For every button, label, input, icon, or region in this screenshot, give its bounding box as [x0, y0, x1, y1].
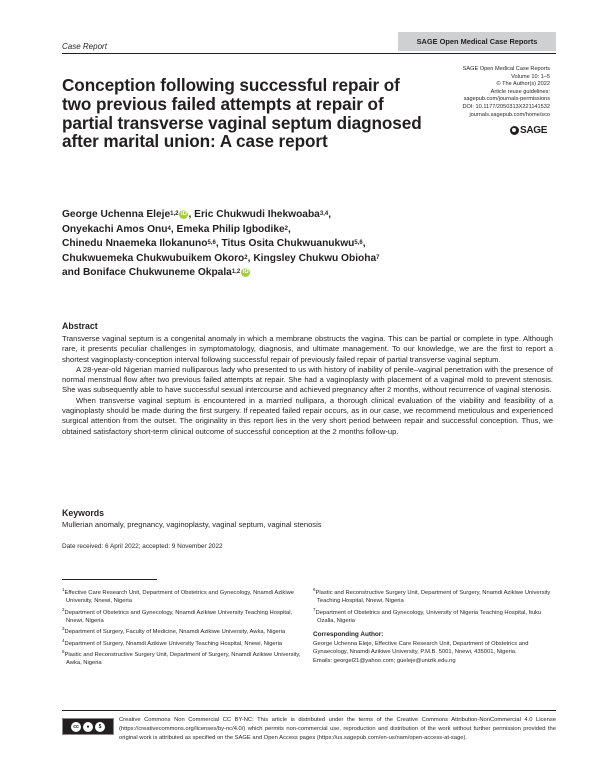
abstract-paragraph: When transverse vaginal septum is encountered in a married nullipara, a thorough clinical evaluation of the viability and feasibility of a vaginoplasty should be made during the first surgery. If repeated failed repair occurs, as in our case, we recommend meticulous and experienced surgical attention from the outset. The originality in this report lies in the very short period between repair and successful conception. Thus, we obtained satisfactory short-term clinical outcome of successful conception at the 2 months follow-up. [62, 395, 553, 436]
article-dates: Date received: 6 April 2022; accepted: 9 November 2022 [62, 543, 223, 550]
author-affiliation-number: 2 [244, 254, 248, 261]
affiliation-text: Department of Obstetrics and Gynecology, University of Nigeria Teaching Hospital, Ituku Ozalla, Nigeria [315, 609, 542, 625]
affiliation-item [313, 586, 553, 606]
affiliation-text: Department of Surgery, Faculty of Medicine, Nnamdi Azikiwe University, Awka, Nigeria [64, 629, 286, 636]
affiliation-text: Plastic and Reconstructive Surgery Unit, Department of Surgery, Nnamdi Azikiwe University, Awka, Nigeria [64, 652, 301, 667]
affiliation-number: 1 [62, 587, 65, 592]
author-affiliation-number: 5,6 [207, 240, 216, 246]
author-name: Titus Osita Chukwuanukwu$^{5,6}$, [221, 238, 366, 249]
meta-doi[interactable]: DOI: 10.1177/2050313X221141532 [462, 103, 550, 110]
author-name: Eric Chukwudi Ihekwoaba$^{3,4}$, [194, 209, 332, 220]
author-name: Kingsley Chukwu Obioha$^7$ [253, 252, 380, 264]
meta-volume: Volume 10: 1–5 [511, 73, 550, 80]
affiliation-number: 7 [313, 606, 316, 612]
affiliation-item [62, 606, 302, 626]
article-meta [430, 66, 550, 119]
nc-icon: $ [95, 722, 105, 732]
affiliation-item [62, 648, 302, 668]
affiliation-item [313, 606, 553, 626]
author-affiliation-number: 5,6 [354, 240, 363, 246]
author-list [62, 208, 482, 281]
orcid-icon[interactable]: iD [242, 268, 249, 275]
header-rule [62, 53, 556, 54]
by-icon: ● [83, 722, 93, 732]
abstract-body [62, 334, 553, 437]
author-name: and Boniface Chukwuneme Okpala$^{1,2}$ iD [62, 267, 249, 278]
author-name: George Uchenna Eleje$^{1,2}$ iD , [62, 209, 192, 220]
orcid-icon[interactable]: iD [180, 210, 187, 217]
author-affiliation-number: 4 [167, 225, 171, 232]
footnote-rule [62, 579, 157, 580]
author-name: Chinedu Nnaemeka Ilokanuno$^{5,6}$, [62, 238, 219, 249]
author-affiliation-number: 1,2 [231, 269, 241, 275]
author-name: Emeka Philip Igbodike$^2$, [176, 223, 291, 235]
author-name: Onyekachi Amos Onu$^4$, [62, 223, 174, 235]
author-name: Chukwuemeka Chukwubuikem Okoro$^2$, [62, 252, 251, 264]
corresponding-author-address: George Uchenna Eleje, Effective Care Research Unit, Department of Obstetrics and Gynaecology, Nnamdi Azikiwe University, P.M.B. 5001, Nnewi, 435001, Nigeria. [313, 640, 529, 656]
cc-icon: cc [71, 722, 81, 732]
cc-by-nc-badge[interactable] [62, 718, 114, 735]
abstract-heading: Abstract [62, 321, 98, 331]
affiliation-item [62, 586, 302, 606]
abstract-paragraph: Transverse vaginal septum is a congenital anomaly in which a membrane obstructs the vagina. This can be partial or complete in type. Although rare, it presents peculiar challenges in symptomatology, diagnosis, and ultimate management. To our knowledge, we are the first to report a shortest vaginoplasty-conception interval following successful repair of previously failed repair of partial transverse vaginal septum. [62, 334, 553, 364]
license-rule [62, 710, 556, 711]
affiliation-text: Effective Care Research Unit, Department of Obstetrics and Gynecology, Nnamdi Azikiwe University, Nnewi, Nigeria [64, 589, 295, 605]
author-affiliation-number: 2 [284, 225, 289, 232]
affiliations-left [62, 586, 302, 668]
sage-logo-text: SAGE [520, 125, 548, 136]
affiliations-right [313, 586, 553, 665]
keywords-text: Mullerian anomaly, pregnancy, vaginoplasty, vaginal septum, vaginal stenosis [62, 520, 322, 529]
license-block [62, 716, 556, 742]
author-affiliation-number: 7 [376, 254, 380, 261]
meta-journal: SAGE Open Medical Case Reports [462, 66, 550, 72]
affiliation-text: Plastic and Reconstructive Surgery Unit, Department of Surgery, Nnamdi Azikiwe University Teaching Hospital, Nnewi, Nigeria [315, 589, 551, 605]
article-title: Conception following successful repair of two previous failed attempts at repair of partial transverse vaginal septum diagnosed after marital union: A case report [62, 75, 422, 152]
journal-badge: SAGE Open Medical Case Reports [398, 32, 556, 51]
author-affiliation-number: 1,2 [170, 211, 179, 217]
meta-reuse-label: Article reuse guidelines: [490, 88, 550, 95]
meta-reuse-link[interactable]: sagepub.com/journals-permissions [463, 96, 550, 103]
meta-copyright: © The Author(s) 2022 [496, 81, 550, 88]
affiliation-number: 4 [62, 637, 65, 643]
author-affiliation-number: 3,4 [319, 211, 329, 217]
affiliation-number: 5 [62, 649, 65, 655]
corresponding-author-emails[interactable]: Emails: georgel21@yahoo.com; gueleje@unizik.edu.ng [313, 657, 456, 664]
article-type: Case Report [62, 42, 107, 51]
affiliation-text: Department of Surgery, Nnamdi Azikiwe University Teaching Hospital, Nnewi, Nigeria [64, 640, 283, 647]
corresponding-author-heading: Corresponding Author: [313, 631, 384, 639]
affiliation-number: 6 [313, 587, 316, 592]
keywords-heading: Keywords [62, 508, 105, 518]
affiliation-number: 2 [62, 606, 65, 612]
meta-home-link[interactable]: journals.sagepub.com/home/sco [469, 111, 550, 118]
affiliation-item [62, 625, 302, 636]
affiliation-number: 3 [62, 626, 65, 632]
abstract-paragraph: A 28-year-old Nigerian married nulliparous lady who presented to us with history of inability of penile–vaginal penetration with the presence of normal menstrual flow after two previous failed attempts at repair. She had a vaginoplasty with placement of a vaginal mold to prevent stenosis. She was subsequently able to have successful sexual intercourse and achieved pregnancy after 2 months, without recurrence of vaginal stenosis. [62, 364, 553, 395]
affiliation-item [62, 637, 302, 648]
sage-logo [510, 125, 547, 136]
sage-mark-icon [510, 126, 519, 135]
affiliation-text: Department of Obstetrics and Gynecology, Nnamdi Azikiwe University Teaching Hospital, Nnewi, Nigeria [64, 609, 293, 625]
license-text: Creative Commons Non Commercial CC BY-NC: This article is distributed under the terms of the Creative Commons Attribution-NonCommercial 4.0 License (https://creativecommons.org/licenses/by-nc/4.0/) which permits non-commercial use, reproduction and distribution of the work without further permission provided the original work is attributed as specified on the SAGE and Open Access pages (https://us.sagepub.com/en-us/nam/open-access-at-sage). [119, 717, 556, 741]
